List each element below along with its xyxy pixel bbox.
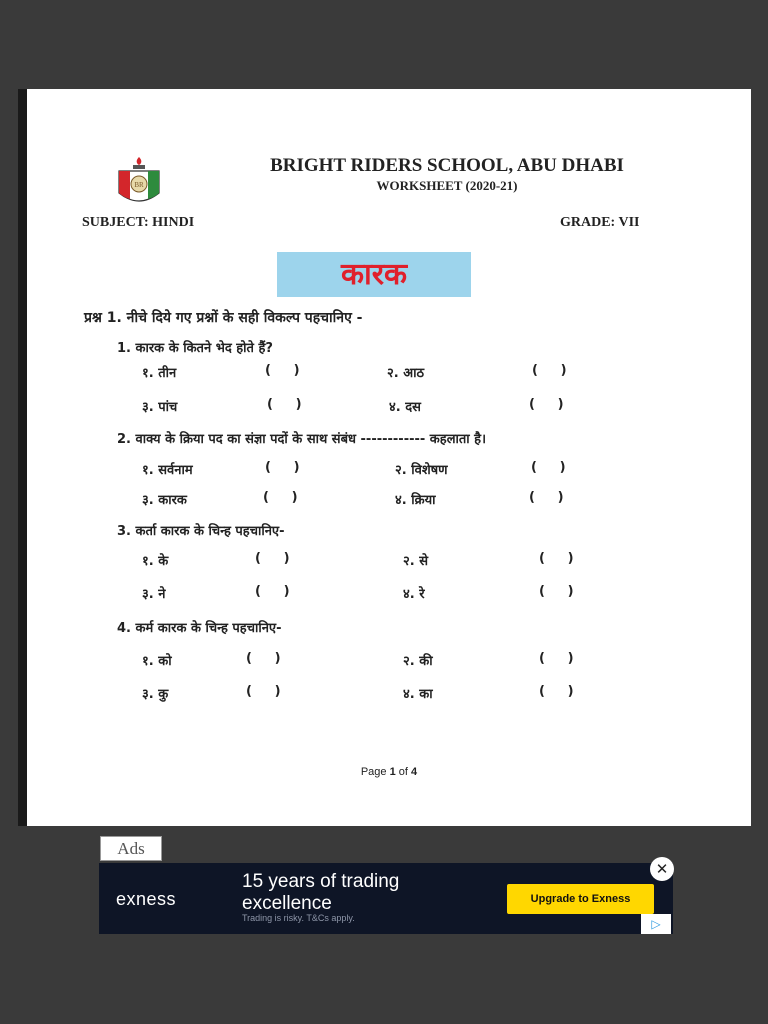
- answer-bracket[interactable]: ( ): [532, 363, 567, 378]
- school-logo: [113, 155, 165, 209]
- question-text: 4. कर्म कारक के चिन्ह पहचानिए-: [117, 621, 282, 636]
- ad-banner[interactable]: [99, 863, 673, 934]
- option-label: ४. रे: [403, 587, 425, 602]
- option-label: २. आठ: [387, 366, 425, 381]
- answer-bracket[interactable]: ( ): [539, 651, 574, 666]
- option-label: ४. दस: [389, 400, 421, 415]
- ad-cta-button[interactable]: Upgrade to Exness: [507, 884, 654, 914]
- option-label: १. सर्वनाम: [142, 463, 193, 478]
- ads-label: Ads: [100, 836, 162, 861]
- question-text: 2. वाक्य के क्रिया पद का संज्ञा पदों के साथ संबंध ------------ कहलाता है।: [117, 432, 487, 447]
- option-label: २. की: [403, 654, 433, 669]
- svg-text:BR: BR: [134, 181, 144, 189]
- main-question: प्रश्न 1. नीचे दिये गए प्रश्नों के सही विकल्प पहचानिए -: [84, 310, 363, 326]
- answer-bracket[interactable]: ( ): [539, 584, 574, 599]
- close-icon[interactable]: ✕: [650, 857, 674, 881]
- option-label: १. तीन: [142, 366, 177, 381]
- answer-bracket[interactable]: ( ): [255, 551, 290, 566]
- answer-bracket[interactable]: ( ): [267, 397, 302, 412]
- page-total: 4: [411, 766, 418, 778]
- answer-bracket[interactable]: ( ): [539, 684, 574, 699]
- option-label: २. विशेषण: [395, 463, 448, 478]
- school-name: BRIGHT RIDERS SCHOOL, ABU DHABI: [270, 155, 624, 176]
- answer-bracket[interactable]: ( ): [539, 551, 574, 566]
- option-label: ४. क्रिया: [395, 493, 436, 508]
- ad-headline: 15 years of trading excellence: [242, 871, 400, 914]
- page-footer: [27, 766, 751, 778]
- answer-bracket[interactable]: ( ): [529, 397, 564, 412]
- grade-label: GRADE: VII: [560, 215, 640, 230]
- answer-bracket[interactable]: ( ): [529, 490, 564, 505]
- answer-bracket[interactable]: ( ): [255, 584, 290, 599]
- worksheet-title: WORKSHEET (2020-21): [376, 178, 518, 193]
- question-text: 1. कारक के कितने भेद होते हैं?: [117, 341, 273, 356]
- ad-disclaimer: Trading is risky. T&Cs apply.: [242, 913, 355, 923]
- topic-heading: कारक: [277, 252, 471, 297]
- question-text: 3. कर्ता कारक के चिन्ह पहचानिए-: [117, 524, 285, 539]
- option-label: ४. का: [403, 687, 433, 702]
- answer-bracket[interactable]: ( ): [263, 490, 298, 505]
- ad-brand: exness: [116, 889, 177, 909]
- answer-bracket[interactable]: ( ): [246, 651, 281, 666]
- option-label: २. से: [403, 554, 429, 569]
- page-current: 1: [389, 766, 396, 778]
- page-prefix: Page: [360, 766, 390, 778]
- answer-bracket[interactable]: ( ): [531, 460, 566, 475]
- answer-bracket[interactable]: ( ): [265, 460, 300, 475]
- page-middle: of: [395, 766, 412, 778]
- answer-bracket[interactable]: ( ): [246, 684, 281, 699]
- option-label: ३. ने: [142, 587, 166, 602]
- answer-bracket[interactable]: ( ): [265, 363, 300, 378]
- option-label: १. को: [142, 654, 172, 669]
- option-label: ३. कारक: [142, 493, 187, 508]
- subject-label: SUBJECT: HINDI: [82, 215, 195, 230]
- adchoices-icon[interactable]: ▷: [641, 914, 671, 934]
- option-label: ३. कु: [142, 687, 169, 702]
- option-label: १. के: [142, 554, 169, 569]
- worksheet-page: [18, 89, 751, 826]
- option-label: ३. पांच: [142, 400, 178, 415]
